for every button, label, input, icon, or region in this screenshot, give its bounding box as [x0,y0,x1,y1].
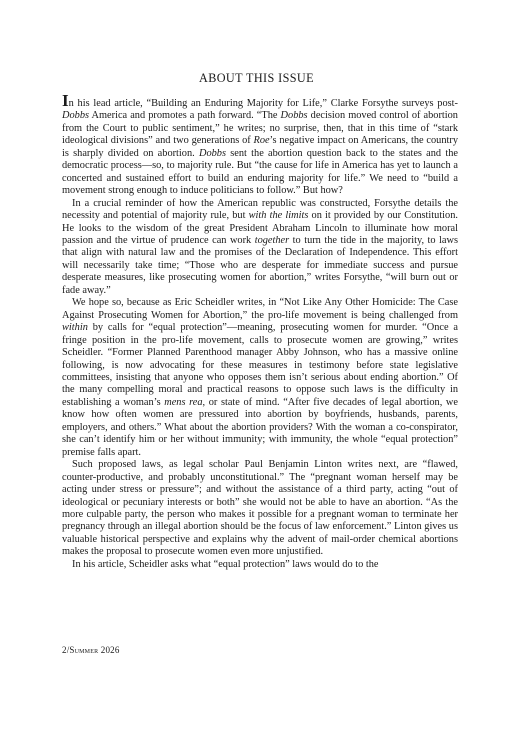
italic-run: within [62,322,88,334]
italic-run: together [254,234,290,246]
text-run: n his lead article, “Building an Enduring Majority for Life,” Clarke Forsythe surveys post- [68,98,458,109]
footer-year: 2026 [98,645,120,655]
body-paragraph [62,91,459,198]
text-run: , or state of mind. “After five decades of legal abortion, we know how often women are pressured into abortion by boyfriends, husbands, parents, employers, and others.” What about the abortion providers? With the woman a co-conspirator, she can’t identify him or her without immunity; with immunity, the whole “equal protection” premise falls apart. [62,396,458,458]
text-run: decision moved control of abortion from the Court to public sentiment,” he writes; no surprise, then, that in this time of “stark ideological divisions” and two generations of [62,110,458,147]
text-run: to turn the tide in the majority, to laws that align with natural law and the promises of the Declaration of Independence. This effort will necessarily take time; “Those who are desperate for immediate success and pursue desperate measures, like prosecuting women for abortion,” writes Forsythe, “will burn out or fade away.” [62,234,458,296]
italic-run: Dobbs [198,147,226,159]
footer-season: Summer [69,645,99,655]
text-run: sent the abortion question back to the states and the democratic process—so, to majority rule. But “the cause for life in America has yet to launch a concerted and sustained effort to build an enduring majority for life.” We need to “build a movement strong enough to induce politicians to follow.” But how? [62,147,458,197]
page-footer [62,645,120,656]
text-run: by calls for “equal protection”—meaning, prosecuting women for murder. “Once a fringe position in the pro-life movement, calls to prosecute women are growing,” writes Scheidler. “Former Planned Parenthood manager Abby Johnson, who has a massive online following, is now advocating for these measures in testimony before state legislative committees, insisting that anyone who opposes them isn’t serious about ending abortion.” Of the many compelling moral and practical reasons to oppose such laws is the difficulty in establishing a woman’s [62,322,458,408]
italic-run: Roe [253,135,270,147]
text-run: ’s negative impact on Americans, the country is sharply divided on abortion. [62,135,459,159]
article-body [62,91,459,571]
text-run: on it provided by our Constitution. He looks to the wisdom of the great President Abraham Lincoln to illuminate how moral passion and the virtue of prudence can work [62,210,458,246]
drop-cap: I [62,91,69,110]
text-run: We hope so, because as Eric Scheidler writes, in “Not Like Any Other Homicide: The Case Against Prosecuting Women for Abortion,” the pro-life movement is being challenged from [62,297,458,321]
body-paragraph [62,459,458,559]
page-number: 2/ [62,645,70,655]
body-paragraph [62,198,458,298]
text-run: In a crucial reminder of how the American republic was constructed, Forsythe details the necessity and potential of majority rule, but [62,197,458,222]
page-title: ABOUT THIS ISSUE [199,71,314,85]
italic-run: mens rea [164,396,203,408]
text-run: Such proposed laws, as legal scholar Paul Benjamin Linton writes next, are “flawed, counter-productive, and probably unconstitutional.” The “pregnant woman herself may be acting under stress or pressure”; and without the assistance of a third party, acting “out of ideological or pecuniary interests or both” she would not be able to have an abortion. “As the more culpable party, the person who makes it possible for a pregnant woman to terminate her pregnancy through an illegal abortion should be the focus of law enforcement.” Linton gives us valuable historical perspective and explains why the advent of mail-order chemical abortions makes the proposal to prosecute women even more unjustified. [62,459,458,558]
italic-run: with the limits [248,210,309,222]
body-paragraph [62,297,458,459]
body-paragraph [62,559,458,571]
text-run: In his article, Scheidler asks what “equal protection” laws would do to the [72,558,379,570]
text-run: America and promotes a path forward. “The [89,110,281,122]
italic-run: Dobbs [62,110,90,122]
italic-run: Dobbs [280,110,308,122]
